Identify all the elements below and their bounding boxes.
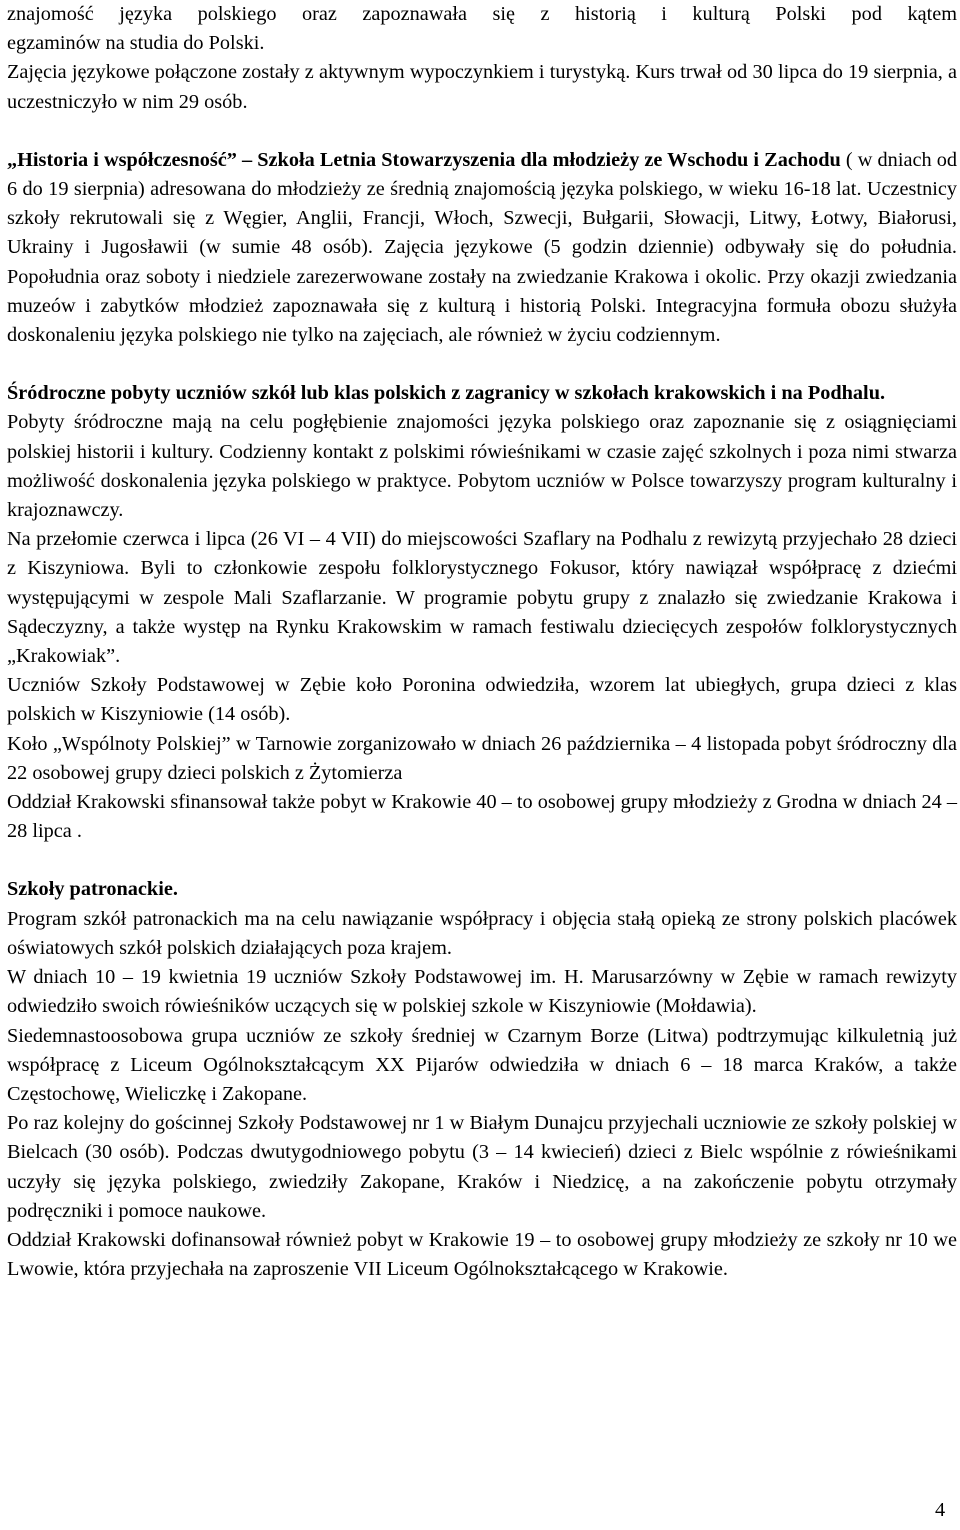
spacer (7, 350, 957, 379)
patronage-paragraph-2: W dniach 10 – 19 kwietnia 19 uczniów Szkoły Podstawowej im. H. Marusarzówny w Zębie w ramach rewizyty odwiedziło swoich rówieśników uczących się w polskiej szkole w Kiszyniowie (Mołdawia). (7, 966, 957, 1018)
intro-paragraph-end (7, 29, 957, 58)
patronage-paragraph-1: Program szkół patronackich ma na celu nawiązanie współpracy i objęcia stałą opieką ze strony polskich placówek oświatowych szkół polskich działających poza krajem. (7, 907, 957, 959)
summer-school-paragraph (7, 146, 957, 350)
summer-school-text: ( w dniach od 6 do 19 sierpnia) adresowana do młodzieży ze średnią znajomością języka polskiego, w wieku 16-18 lat. Uczestnicy szkoły rekrutowali się z Węgier, Anglii, Francji, Włoch, Szwecji, Bułgarii, Słowacji, Litwy, Łotwy, Białorusi, Ukrainy i Jugosławii (w sumie 48 osób). Zajęcia językowe (5 godzin dziennie) odbywały się do południa. Popołudnia oraz soboty i niedziele zarezerwowane zostały na zwiedzanie Krakowa i okolic. Przy okazji zwiedzania muzeów i zabytków młodzież zapoznawała się z kulturą i historią Polski. Integracyjna formuła obozu służyła doskonaleniu języka polskiego nie tylko na zajęciach, ale również w życiu codziennym. (7, 148, 957, 347)
patronage-paragraph-4: Po raz kolejny do gościnnej Szkoły Podstawowej nr 1 w Białym Dunajcu przyjechali uczniowie ze szkoły polskiej w Bielcach (30 osób). Podczas dwutygodniowego pobytu (3 – 14 kwiecień) dzieci z Bielc wspólnie z rówieśnikami uczyły się języka polskiego, zwiedziły Zakopane, Kraków i Niedzicę, a na zakończenie pobytu otrzymały podręczniki i pomoce naukowe. (7, 1112, 957, 1222)
intro-paragraph-2: Zajęcia językowe połączone zostały z aktywnym wypoczynkiem i turystyką. Kurs trwał od 30 lipca do 19 sierpnia, a uczestniczyło w nim 29 osób. (7, 61, 957, 113)
midterm-paragraph-2: Na przełomie czerwca i lipca (26 VI – 4 VII) do miejscowości Szaflary na Podhalu z rewizytą przyjechało 28 dzieci z Kiszyniowa. Byli to członkowie zespołu folklorystycznego Fokusor, który nawiązał współpracę z dziećmi występującymi w zespole Mali Szaflarzanie. W programie pobytu grupy z znalazło się zwiedzanie Krakowa i Sądeczyzny, a także występ na Rynku Krakowskim w ramach festiwalu dziecięcych zespołów folklorystycznych „Krakowiak”. (7, 528, 957, 668)
midterm-paragraph-4: Koło „Wspólnoty Polskiej” w Tarnowie zorganizowało w dniach 26 października – 4 listopada pobyt śródroczny dla 22 osobowej grupy dzieci polskich z Żytomierza (7, 732, 957, 784)
document-page (7, 0, 957, 1284)
spacer (7, 846, 957, 875)
spacer (7, 117, 957, 146)
midterm-heading: Śródroczne pobyty uczniów szkół lub klas polskich z zagranicy w szkołach krakowskich i na Podhalu. (7, 382, 886, 405)
patronage-paragraph-3: Siedemnastoosobowa grupa uczniów ze szkoły średniej w Czarnym Borze (Litwa) podtrzymując kilkuletnią już współpracę z Liceum Ogólnokształcącym XX Pijarów odwiedziła w dniach 6 – 18 marca Kraków, a także Częstochowę, Wieliczkę i Zakopane. (7, 1024, 957, 1105)
intro-line-1: znajomość języka polskiego oraz zapoznawała się z historią i kulturą Polski pod kątem (7, 3, 957, 25)
patronage-paragraph-5: Oddział Krakowski dofinansował również pobyt w Krakowie 19 – to osobowej grupy młodzieży ze szkoły nr 10 we Lwowie, która przyjechała na zaproszenie VII Liceum Ogólnokształcącego w Krakowie. (7, 1228, 957, 1281)
patronage-heading: Szkoły patronackie. (7, 878, 178, 901)
intro-line-2: egzaminów na studia do Polski. (7, 32, 265, 55)
midterm-paragraph-3: Uczniów Szkoły Podstawowej w Zębie koło Poronina odwiedziła, wzorem lat ubiegłych, grupa dzieci z klas polskich w Kiszyniowie (14 osób). (7, 674, 957, 726)
midterm-paragraph-1: Pobyty śródroczne mają na celu pogłębienie znajomości języka polskiego oraz zapoznanie się z osiągnięciami polskiej historii i kultury. Codzienny kontakt z polskimi rówieśnikami w czasie zajęć szkolnych i poza nimi stwarza możliwość doskonalenia języka polskiego w praktyce. Pobytom uczniów w Polsce towarzyszy program kulturalny i krajoznawczy. (7, 411, 957, 522)
page-number: 4 (935, 1499, 946, 1521)
midterm-paragraph-5: Oddział Krakowski sfinansował także pobyt w Krakowie 40 – to osobowej grupy młodzieży z Grodna w dniach 24 – 28 lipca . (7, 791, 957, 843)
summer-school-title: „Historia i współczesność” – Szkoła Letnia Stowarzyszenia dla młodzieży ze Wschodu i Zachodu (7, 148, 841, 171)
intro-paragraph-continued (7, 0, 957, 29)
